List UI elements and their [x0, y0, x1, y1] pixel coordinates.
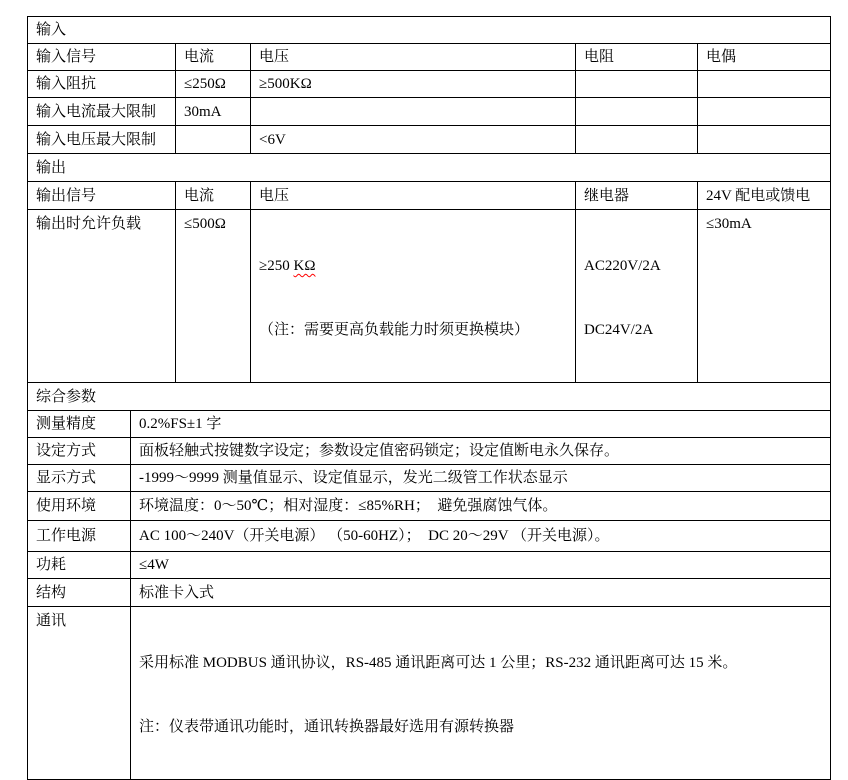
cell-current — [176, 126, 251, 154]
input-header-row — [28, 44, 831, 71]
cell-resistance — [576, 98, 698, 126]
environment-row — [28, 492, 831, 521]
row-label: 输入阻抗 — [28, 71, 176, 98]
setting-method-row — [28, 438, 831, 465]
row-value: 0.2%FS±1 字 — [131, 411, 831, 438]
input-section-row — [28, 17, 831, 44]
cell-thermocouple — [698, 98, 831, 126]
output-header-current: 电流 — [176, 182, 251, 210]
voltage-load-value — [259, 254, 567, 278]
voltage-load-number: ≥250 — [259, 258, 294, 274]
cell-voltage: ≥500KΩ — [251, 71, 576, 98]
row-label: 显示方式 — [28, 465, 131, 492]
row-label: 使用环境 — [28, 492, 131, 521]
cell-feed: ≤30mA — [698, 210, 831, 383]
row-label: 测量精度 — [28, 411, 131, 438]
output-load-row — [28, 210, 831, 383]
cell-voltage — [251, 98, 576, 126]
row-label: 通讯 — [28, 607, 131, 780]
cell-current: ≤250Ω — [176, 71, 251, 98]
input-impedance-row — [28, 71, 831, 98]
general-section-row — [28, 383, 831, 411]
output-section-row — [28, 154, 831, 182]
input-header-thermocouple: 电偶 — [698, 44, 831, 71]
row-value: 面板轻触式按键数字设定；参数设定值密码锁定；设定值断电永久保存。 — [131, 438, 831, 465]
relay-dc-rating: DC24V/2A — [584, 322, 654, 338]
general-params-table — [27, 382, 831, 780]
cell-current: ≤500Ω — [176, 210, 251, 383]
cell-resistance — [576, 71, 698, 98]
comm-note-line: 注：仪表带通讯功能时，通讯转换器最好选用有源转换器 — [139, 719, 515, 735]
general-section-title: 综合参数 — [28, 383, 831, 411]
cell-thermocouple — [698, 71, 831, 98]
input-header-current: 电流 — [176, 44, 251, 71]
row-label: 输入电流最大限制 — [28, 98, 176, 126]
cell-thermocouple — [698, 126, 831, 154]
input-max-current-row — [28, 98, 831, 126]
input-max-voltage-row — [28, 126, 831, 154]
row-value: AC 100～240V（开关电源） （50-60HZ）； DC 20～29V （开关电源）。 — [131, 521, 831, 552]
row-value: -1999～9999 测量值显示、设定值显示，发光二级管工作状态显示 — [131, 465, 831, 492]
communication-row — [28, 607, 831, 780]
relay-ac-rating: AC220V/2A — [584, 258, 661, 274]
input-header-resistance: 电阻 — [576, 44, 698, 71]
accuracy-row — [28, 411, 831, 438]
row-value: 环境温度：0～50℃；相对湿度：≤85%RH； 避免强腐蚀气体。 — [131, 492, 831, 521]
power-consumption-row — [28, 552, 831, 579]
input-signal-label: 输入信号 — [28, 44, 176, 71]
output-signal-label: 输出信号 — [28, 182, 176, 210]
voltage-load-unit-spellchecked: KΩ — [293, 258, 316, 274]
row-label: 输入电压最大限制 — [28, 126, 176, 154]
cell-voltage — [251, 210, 576, 383]
output-header-feed: 24V 配电或馈电 — [698, 182, 831, 210]
row-label: 功耗 — [28, 552, 131, 579]
cell-voltage: <6V — [251, 126, 576, 154]
comm-protocol-line: 采用标准 MODBUS 通讯协议，RS-485 通讯距离可达 1 公里；RS-232 通讯距离可达 15 米。 — [139, 655, 738, 671]
output-section-title: 输出 — [28, 154, 831, 182]
row-value — [131, 607, 831, 780]
cell-current: 30mA — [176, 98, 251, 126]
row-label: 设定方式 — [28, 438, 131, 465]
spec-document — [27, 16, 831, 780]
row-label: 结构 — [28, 579, 131, 607]
row-label: 输出时允许负载 — [28, 210, 176, 383]
row-value: ≤4W — [131, 552, 831, 579]
display-method-row — [28, 465, 831, 492]
structure-row — [28, 579, 831, 607]
voltage-load-note: （注：需要更高负载能力时须更换模块） — [259, 322, 530, 338]
cell-resistance — [576, 126, 698, 154]
power-supply-row — [28, 521, 831, 552]
input-header-voltage: 电压 — [251, 44, 576, 71]
row-value: 标准卡入式 — [131, 579, 831, 607]
cell-relay — [576, 210, 698, 383]
input-section-title: 输入 — [28, 17, 831, 44]
output-header-voltage: 电压 — [251, 182, 576, 210]
io-spec-table — [27, 16, 831, 383]
output-header-relay: 继电器 — [576, 182, 698, 210]
output-header-row — [28, 182, 831, 210]
row-label: 工作电源 — [28, 521, 131, 552]
